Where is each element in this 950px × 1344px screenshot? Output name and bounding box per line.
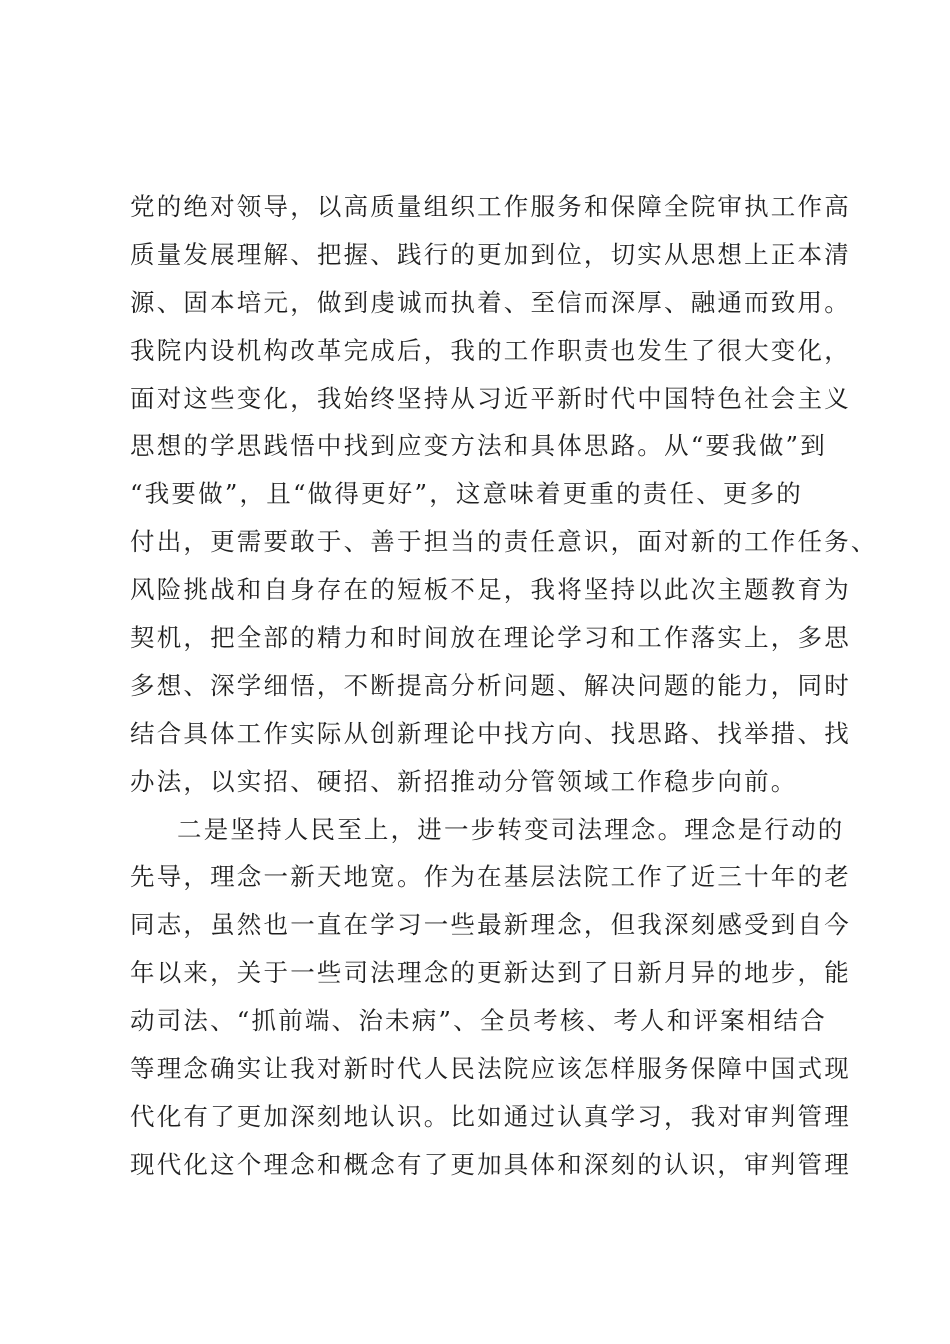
text-line: 源、固本培元，做到虔诚而执着、至信而深厚、融通而致用。 — [130, 287, 851, 317]
text-line: 思想的学思践悟中找到应变方法和具体思路。从“要我做”到 — [130, 431, 827, 461]
text-line: 同志，虽然也一直在学习一些最新理念，但我深刻感受到自今 — [130, 910, 851, 940]
text-line: 多想、深学细悟，不断提高分析问题、解决问题的能力，同时 — [130, 670, 851, 700]
text-line: “我要做”，且“做得更好”，这意味着更重的责任、更多的 — [130, 479, 803, 509]
text-line: 付出，更需要敢于、善于担当的责任意识，面对新的工作任务、 — [130, 527, 878, 557]
text-line: 我院内设机构改革完成后，我的工作职责也发生了很大变化， — [130, 335, 851, 365]
text-line: 等理念确实让我对新时代人民法院应该怎样服务保障中国式现 — [130, 1054, 851, 1084]
text-line: 办法，以实招、硬招、新招推动分管领域工作稳步向前。 — [130, 766, 798, 796]
document-body — [130, 183, 878, 1189]
text-line: 党的绝对领导，以高质量组织工作服务和保障全院审执工作高 — [130, 192, 851, 221]
text-line: 质量发展理解、把握、践行的更加到位，切实从思想上正本清 — [130, 239, 851, 269]
text-line: 契机，把全部的精力和时间放在理论学习和工作落实上，多思 — [130, 623, 851, 653]
text-line: 风险挑战和自身存在的短板不足，我将坚持以此次主题教育为 — [130, 575, 851, 605]
text-line: 结合具体工作实际从创新理论中找方向、找思路、找举措、找 — [130, 718, 851, 748]
text-line: 现代化这个理念和概念有了更加具体和深刻的认识，审判管理 — [130, 1149, 851, 1179]
text-line: 动司法、“抓前端、治未病”、全员考核、考人和评案相结合 — [130, 1006, 827, 1036]
text-line: 先导，理念一新天地宽。作为在基层法院工作了近三十年的老 — [130, 862, 851, 892]
paragraph-start-line: 二是坚持人民至上，进一步转变司法理念。理念是行动的 — [177, 814, 845, 844]
text-line: 代化有了更加深刻地认识。比如通过认真学习，我对审判管理 — [130, 1101, 851, 1131]
text-line: 年以来，关于一些司法理念的更新达到了日新月异的地步，能 — [130, 958, 851, 988]
text-line: 面对这些变化，我始终坚持从习近平新时代中国特色社会主义 — [130, 383, 851, 413]
